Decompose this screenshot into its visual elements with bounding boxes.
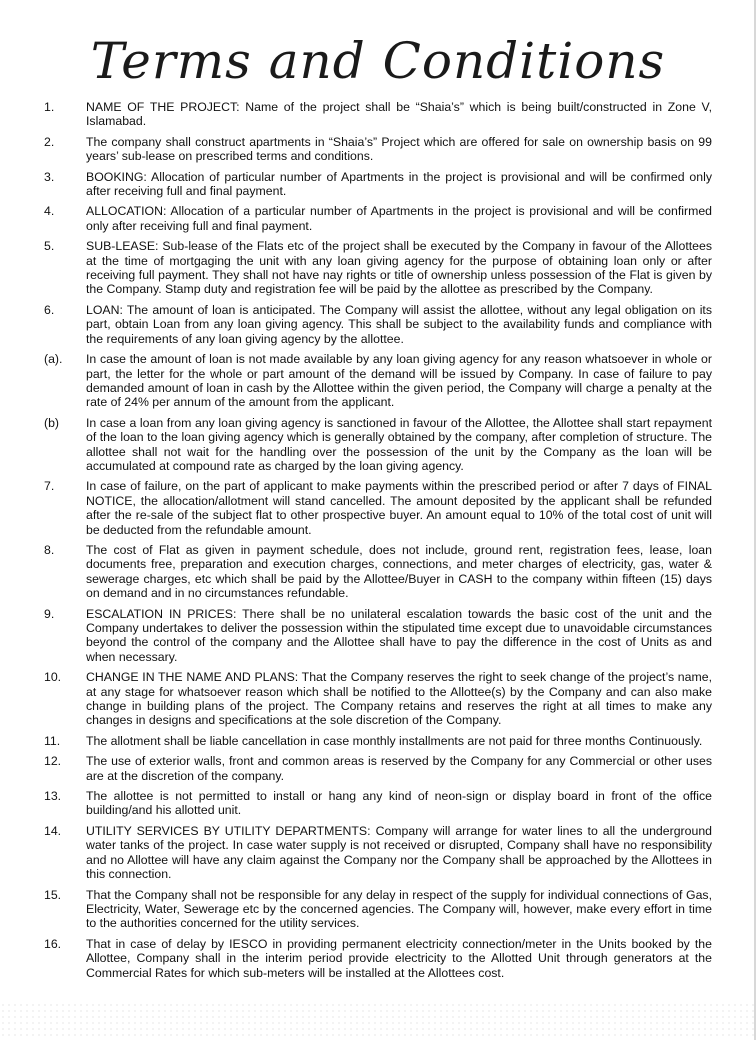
term-item — [44, 479, 712, 537]
term-number: (a). — [44, 352, 63, 367]
term-text: BOOKING: Allocation of particular number of Apartments in the project is provisional and will be confirmed only after receiving full and final payment. — [86, 169, 712, 199]
term-number: 13. — [44, 789, 62, 804]
term-number: 2. — [44, 134, 55, 149]
term-item — [44, 100, 712, 129]
term-text: That in case of delay by IESCO in providing permanent electricity connection/meter in the Units booked by the Allottee, Company shall in the interim period provide electricity to the Allotted Unit through generators at the Commercial Rates for which sub-meters will be installed at the Allottees cost. — [86, 936, 712, 980]
term-item — [44, 303, 712, 346]
term-text: CHANGE IN THE NAME AND PLANS: That the Company reserves the right to seek change of the project’s name, at any stage for whatsoever reason which shall be notified to the Allottee(s) by the Company and can also make change in building plans of the project. The Company retains and reserves the right at all times to make any changes in designs and specifications at the sole discretion of the Company. — [86, 670, 712, 728]
term-item — [44, 734, 712, 748]
term-number: 6. — [44, 302, 55, 317]
bottom-dot-pattern — [0, 1002, 756, 1040]
term-text: In case a loan from any loan giving agency is sanctioned in favour of the Allottee, the Allottee shall start repayment of the loan to the loan giving agency which is generally obtained by the company, after completion of structure. The allottee shall not wait for the handling over the possession of the unit by the Company as the loan will be accumulated at compound rate as charged by the loan giving agency. — [86, 415, 712, 473]
term-number: (b) — [44, 415, 60, 430]
term-item — [44, 543, 712, 601]
term-text: ESCALATION IN PRICES: There shall be no unilateral escalation towards the basic cost of the unit and the Company undertakes to deliver the possession within the stipulated time except due to unavoidable circumstances beyond the control of the company and the Allottee shall have to pay the difference in the cost of Units as and when necessary. — [86, 606, 712, 664]
term-item — [44, 170, 712, 199]
term-item — [44, 135, 712, 164]
term-item — [44, 670, 712, 728]
term-number: 14. — [44, 823, 62, 838]
term-number: 8. — [44, 542, 55, 557]
term-text: SUB-LEASE: Sub-lease of the Flats etc of the project shall be executed by the Company in favour of the Allottees at the time of mortgaging the unit with any loan giving agency for the purpose of obtaining loan only or after receiving full payment. They shall not have nay rights or title of ownership unless possession of the Flat is given by the Company. Stamp duty and registration fee will be paid by the allottee as prescribed by the Company. — [86, 239, 712, 297]
term-item — [44, 888, 712, 931]
terms-list — [44, 100, 712, 986]
term-item — [44, 789, 712, 818]
term-text: In case the amount of loan is not made available by any loan giving agency for any reason whatsoever in whole or part, the letter for the whole or part amount of the demand will be issued by Company. In case of failure to pay demanded amount of loan in cash by the Allottee within the given period, the Company will charge a penalty at the rate of 24% per annum of the amount from the applicant. — [86, 352, 712, 410]
term-number: 12. — [44, 754, 62, 769]
term-item — [44, 416, 712, 474]
term-number: 10. — [44, 670, 62, 685]
term-text: That the Company shall not be responsible for any delay in respect of the supply for individual connections of Gas, Electricity, Water, Sewerage etc by the concerned agencies. The Company will, however, make every effort in time to the authorities concerned for the utility services. — [86, 887, 712, 931]
term-item — [44, 754, 712, 783]
term-text: The cost of Flat as given in payment schedule, does not include, ground rent, registration fees, lease, loan documents free, preparation and execution charges, connections, and meter charges of electricity, gas, water & sewerage charges, etc which shall be paid by the Allottee/Buyer in CASH to the company within fifteen (15) days on demand and in no circumstances refundable. — [86, 542, 712, 601]
term-item — [44, 239, 712, 297]
term-number: 1. — [44, 100, 55, 114]
term-number: 5. — [44, 239, 55, 254]
term-item — [44, 352, 712, 410]
term-text: LOAN: The amount of loan is anticipated. The Company will assist the allottee, without any legal obligation on its part, obtain Loan from any loan giving agency. This shall be subject to the availability funds and compliance with the requirements of any loan giving agency by the allottee. — [86, 302, 712, 346]
page-title: Terms and Conditions — [90, 32, 666, 90]
term-text: NAME OF THE PROJECT: Name of the project shall be “Shaia’s” which is being built/constructed in Zone V, Islamabad. — [86, 100, 712, 129]
term-number: 16. — [44, 936, 62, 951]
term-number: 7. — [44, 479, 55, 494]
term-number: 11. — [44, 733, 61, 748]
term-item — [44, 204, 712, 233]
term-text: The allotment shall be liable cancellation in case monthly installments are not paid for three months Continuously. — [86, 733, 703, 748]
term-text: In case of failure, on the part of applicant to make payments within the prescribed period or after 7 days of FINAL NOTICE, the allocation/allotment will stand cancelled. The amount deposited by the applicant shall be refunded after the re-sale of the subject flat to other prospective buyer. An amount equal to 10% of the total cost of unit will be deducted from the refundable amount. — [86, 479, 712, 537]
term-item — [44, 607, 712, 665]
term-item — [44, 824, 712, 882]
term-number: 4. — [44, 204, 55, 219]
term-number: 15. — [44, 887, 62, 902]
term-number: 9. — [44, 606, 55, 621]
term-number: 3. — [44, 169, 55, 184]
term-text: The company shall construct apartments in “Shaia’s” Project which are offered for sale on ownership basis on 99 years’ sub-lease on prescribed terms and conditions. — [86, 134, 712, 164]
term-text: ALLOCATION: Allocation of a particular number of Apartments in the project is provisional and will be confirmed only after receiving full and final payment. — [86, 204, 712, 233]
term-text: The use of exterior walls, front and common areas is reserved by the Company for any Commercial or other uses are at the discretion of the company. — [86, 754, 712, 783]
term-item — [44, 937, 712, 980]
term-text: The allottee is not permitted to install or hang any kind of neon-sign or display board in front of the office building/and his allotted unit. — [86, 789, 712, 818]
term-text: UTILITY SERVICES BY UTILITY DEPARTMENTS: Company will arrange for water lines to all the underground water tanks of the project. In case water supply is not received or disrupted, Company shall have no responsibility and no Allottee will have any claim against the Company nor the Company shall be approached by the Allottees in this connection. — [86, 823, 712, 882]
